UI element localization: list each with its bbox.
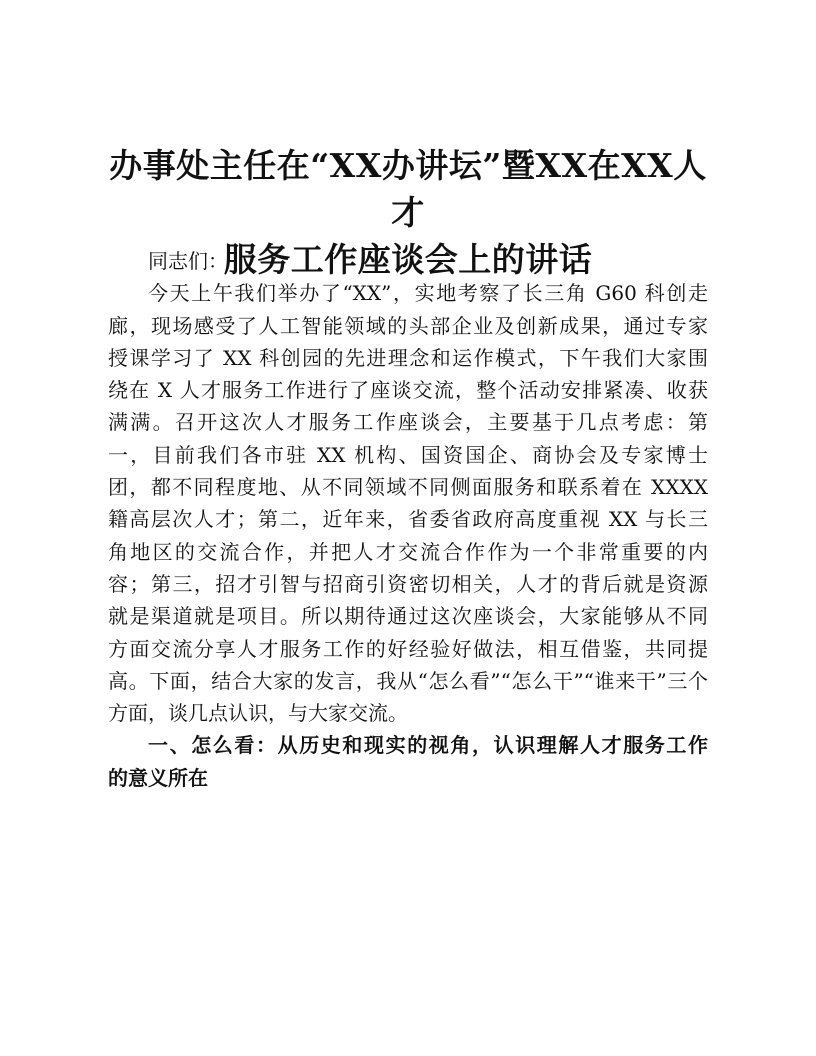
paragraph-1-line: 一，目前我们各市驻 XX 机构、国资国企、商协会及专家博士 (108, 442, 708, 467)
paragraph-1-line: 授课学习了 XX 科创园的先进理念和运作模式，下午我们大家围 (108, 345, 708, 370)
paragraph-1-line: 团，都不同程度地、从不同领域不同侧面服务和联系着在 XXXX (108, 475, 708, 500)
paragraph-1-line: 廊，现场感受了人工智能领域的头部企业及创新成果，通过专家 (108, 313, 708, 338)
section-heading-1 (108, 729, 708, 794)
section-heading-1-line: 一、怎么看：从历史和现实的视角，认识理解人才服务工作 (148, 733, 708, 758)
paragraph-1-line: 方面交流分享人才服务工作的好经验好做法，相互借鉴，共同提 (108, 636, 708, 661)
paragraph-1-line: 就是渠道就是项目。所以期待通过这次座谈会，大家能够从不同 (108, 604, 708, 629)
paragraph-1-line: 籍高层次人才；第二，近年来，省委省政府高度重视 XX 与长三 (108, 507, 708, 532)
paragraph-1-line: 容；第三，招才引智与招商引资密切相关，人才的背后就是资源 (108, 571, 708, 596)
paragraph-1-line: 今天上午我们举办了“XX”，实地考察了长三角 G60 科创走 (148, 281, 708, 306)
section-heading-1-line: 的意义所在 (108, 765, 208, 790)
title-line-1: 办事处主任在“XX办讲坛”暨XX在XX人才 (109, 146, 707, 232)
title-line-2: 服务工作座谈会上的讲话 (223, 240, 593, 279)
paragraph-1-line: 高。下面，结合大家的发言，我从“怎么看”“怎么干”“谁来干”三个 (108, 668, 708, 693)
paragraph-1-line: 方面，谈几点认识，与大家交流。 (108, 701, 408, 726)
paragraph-1-line: 角地区的交流合作，并把人才交流合作作为一个非常重要的内 (108, 539, 708, 564)
paragraph-1-line: 满满。召开这次人才服务工作座谈会，主要基于几点考虑：第 (108, 410, 708, 435)
paragraph-1 (108, 277, 708, 729)
paragraph-1-line: 绕在 X 人才服务工作进行了座谈交流，整个活动安排紧凑、收获 (108, 378, 708, 403)
document-body (108, 245, 708, 794)
salutation: 同志们： (148, 249, 228, 273)
